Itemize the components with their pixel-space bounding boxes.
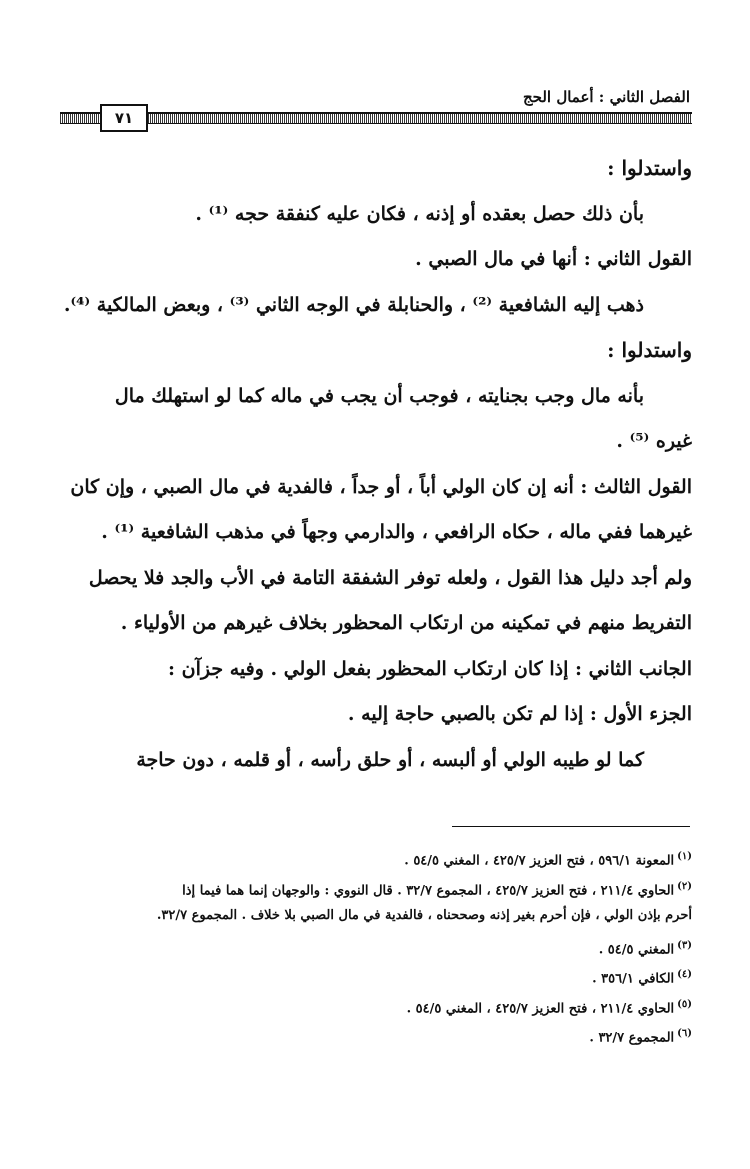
paragraph-line: الجزء الأول : إذا لم تكن بالصبي حاجة إليه .	[347, 703, 692, 725]
section-heading: واستدلوا :	[607, 156, 692, 180]
footnote-text: الكافي ٣٥٦/١ .	[592, 971, 675, 987]
paragraph-line: كما لو طيبه الولي أو ألبسه ، أو حلق رأسه ، أو قلمه ، دون حاجة	[136, 748, 644, 771]
footnote-item	[60, 842, 692, 872]
footnote-text: المغني ٥٤/٥ .	[598, 941, 675, 957]
paragraph-line: التفريط منهم في تمكينه من ارتكاب المحظور بخلاف غيرهم من الأولياء .	[120, 612, 692, 634]
page-number: ٧١	[100, 104, 148, 132]
footnote-text: الحاوي ٢١١/٤ ، فتح العزيز ٤٢٥/٧ ، المغني ٥٤/٥ .	[406, 1000, 675, 1016]
footnote-text: المجموع ٣٢/٧ .	[589, 1030, 675, 1046]
footnotes	[60, 842, 692, 1049]
paragraph-line: غيره ⁽⁵⁾ .	[616, 430, 692, 452]
header-rule	[60, 112, 692, 124]
body-text	[60, 146, 692, 783]
footnote-text: الحاوي ٢١١/٤ ، فتح العزيز ٤٢٥/٧ ، المجموع ٣٢/٧ . قال النووي : والوجهان إنما هما فيما إذا	[182, 882, 675, 898]
chapter-title: الفصل الثاني : أعمال الحج	[523, 88, 690, 106]
section-heading: واستدلوا :	[607, 338, 692, 362]
footnote-item	[60, 872, 692, 902]
paragraph-line: القول الثاني : أنها في مال الصبي .	[415, 248, 692, 270]
footnote-item	[60, 931, 692, 961]
footnote-marker: (٤)	[677, 969, 692, 980]
paragraph-line: القول الثالث : أنه إن كان الولي أباً ، أو جداً ، فالفدية في مال الصبي ، وإن كان	[70, 475, 692, 498]
footnote-item	[60, 1019, 692, 1049]
paragraph-line: بأن ذلك حصل بعقده أو إذنه ، فكان عليه كنفقة حجه ⁽¹⁾ .	[195, 202, 644, 225]
footnote-marker: (٢)	[677, 880, 692, 892]
paragraph-line: ولم أجد دليل هذا القول ، ولعله توفر الشفقة التامة في الأب والجد فلا يحصل	[88, 566, 692, 589]
footnote-marker: (٦)	[677, 1028, 692, 1039]
footnote-separator	[452, 826, 690, 827]
footnote-text: المعونة ٥٩٦/١ ، فتح العزيز ٤٢٥/٧ ، المغني ٥٤/٥ .	[404, 853, 675, 869]
footnote-text: أحرم بإذن الولي ، فإن أحرم بغير إذنه وصححناه ، فالفدية في مال الصبي بلا خلاف . المجموع ٣٢/٧.	[156, 908, 692, 923]
paragraph-line: الجانب الثاني : إذا كان ارتكاب المحظور بفعل الولي . وفيه جزآن :	[167, 657, 692, 680]
paragraph-line: ذهب إليه الشافعية ⁽²⁾ ، والحنابلة في الوجه الثاني ⁽³⁾ ، وبعض المالكية ⁽⁴⁾.	[63, 293, 644, 316]
footnote-marker: (٥)	[677, 998, 692, 1010]
page-header	[60, 84, 692, 132]
footnote-item	[60, 990, 692, 1020]
footnote-continuation	[60, 901, 692, 931]
paragraph-line: غيرهما ففي ماله ، حكاه الرافعي ، والدارمي وجهاً في مذهب الشافعية ⁽¹⁾ .	[101, 521, 692, 543]
footnote-marker: (٣)	[677, 939, 692, 951]
footnote-item	[60, 960, 692, 990]
footnote-marker: (١)	[677, 851, 692, 862]
paragraph-line: بأنه مال وجب بجنايته ، فوجب أن يجب في ماله كما لو استهلك مال	[114, 384, 644, 407]
